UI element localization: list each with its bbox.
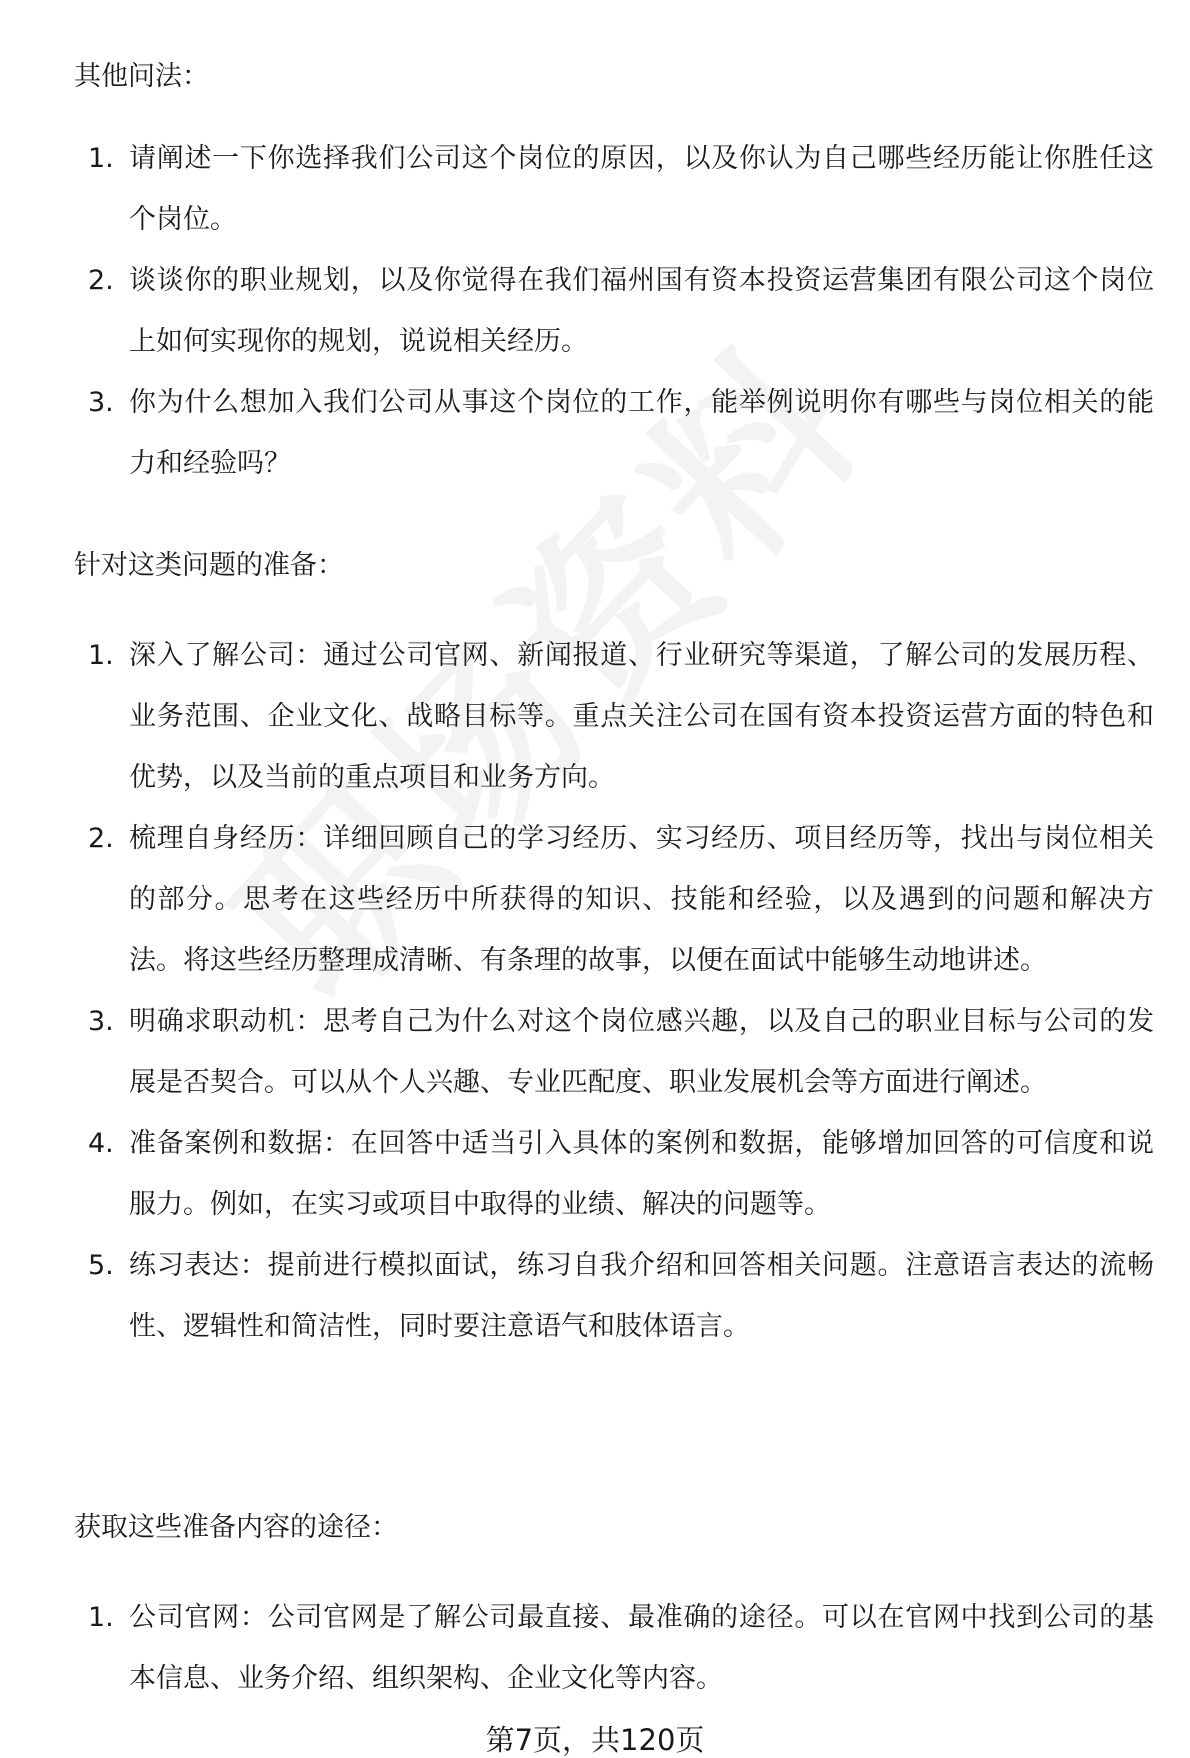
list-item — [0, 372, 1190, 494]
list-text: 谈谈你的职业规划，以及你觉得在我们福州国有资本投资运营集团有限公司这个岗位上如何实现你的规划，说说相关经历。 — [129, 265, 1154, 357]
section-heading-other-questions: 其他问法： — [74, 61, 209, 92]
section-heading-preparation: 针对这类问题的准备： — [74, 550, 344, 581]
list-number: 3. — [88, 1006, 114, 1037]
preparation-list — [0, 625, 1190, 1357]
list-item — [0, 808, 1190, 991]
list-number: 1. — [88, 143, 114, 174]
other-questions-list — [0, 128, 1190, 494]
list-text: 练习表达：提前进行模拟面试，练习自我介绍和回答相关问题。注意语言表达的流畅性、逻辑性和简洁性，同时要注意语气和肢体语言。 — [129, 1250, 1154, 1342]
list-number: 5. — [88, 1250, 114, 1281]
list-number: 1. — [88, 640, 114, 671]
list-number: 4. — [88, 1128, 114, 1159]
list-text: 梳理自身经历：详细回顾自己的学习经历、实习经历、项目经历等，找出与岗位相关的部分。思考在这些经历中所获得的知识、技能和经验，以及遇到的问题和解决方法。将这些经历整理成清晰、有条理的故事，以便在面试中能够生动地讲述。 — [129, 823, 1154, 976]
sources-list — [0, 1587, 1190, 1709]
list-text: 明确求职动机：思考自己为什么对这个岗位感兴趣，以及自己的职业目标与公司的发展是否契合。可以从个人兴趣、专业匹配度、职业发展机会等方面进行阐述。 — [129, 1006, 1154, 1098]
list-item — [0, 1587, 1190, 1709]
list-item — [0, 625, 1190, 808]
list-item — [0, 991, 1190, 1113]
list-number: 2. — [88, 823, 114, 854]
list-text: 深入了解公司：通过公司官网、新闻报道、行业研究等渠道，了解公司的发展历程、业务范围、企业文化、战略目标等。重点关注公司在国有资本投资运营方面的特色和优势，以及当前的重点项目和业务方向。 — [129, 640, 1154, 793]
list-number: 3. — [88, 387, 114, 418]
list-text: 准备案例和数据：在回答中适当引入具体的案例和数据，能够增加回答的可信度和说服力。例如，在实习或项目中取得的业绩、解决的问题等。 — [129, 1128, 1154, 1220]
list-text: 公司官网：公司官网是了解公司最直接、最准确的途径。可以在官网中找到公司的基本信息、业务介绍、组织架构、企业文化等内容。 — [129, 1602, 1154, 1694]
list-item — [0, 128, 1190, 250]
list-number: 1. — [88, 1602, 114, 1633]
section-heading-sources: 获取这些准备内容的途径： — [74, 1512, 398, 1543]
list-item — [0, 250, 1190, 372]
list-item — [0, 1113, 1190, 1235]
list-number: 2. — [88, 265, 114, 296]
list-text: 请阐述一下你选择我们公司这个岗位的原因，以及你认为自己哪些经历能让你胜任这个岗位。 — [129, 143, 1154, 235]
list-text: 你为什么想加入我们公司从事这个岗位的工作，能举例说明你有哪些与岗位相关的能力和经验吗？ — [129, 387, 1154, 479]
page-footer: 第7页，共120页 — [485, 1723, 705, 1757]
list-item — [0, 1235, 1190, 1357]
